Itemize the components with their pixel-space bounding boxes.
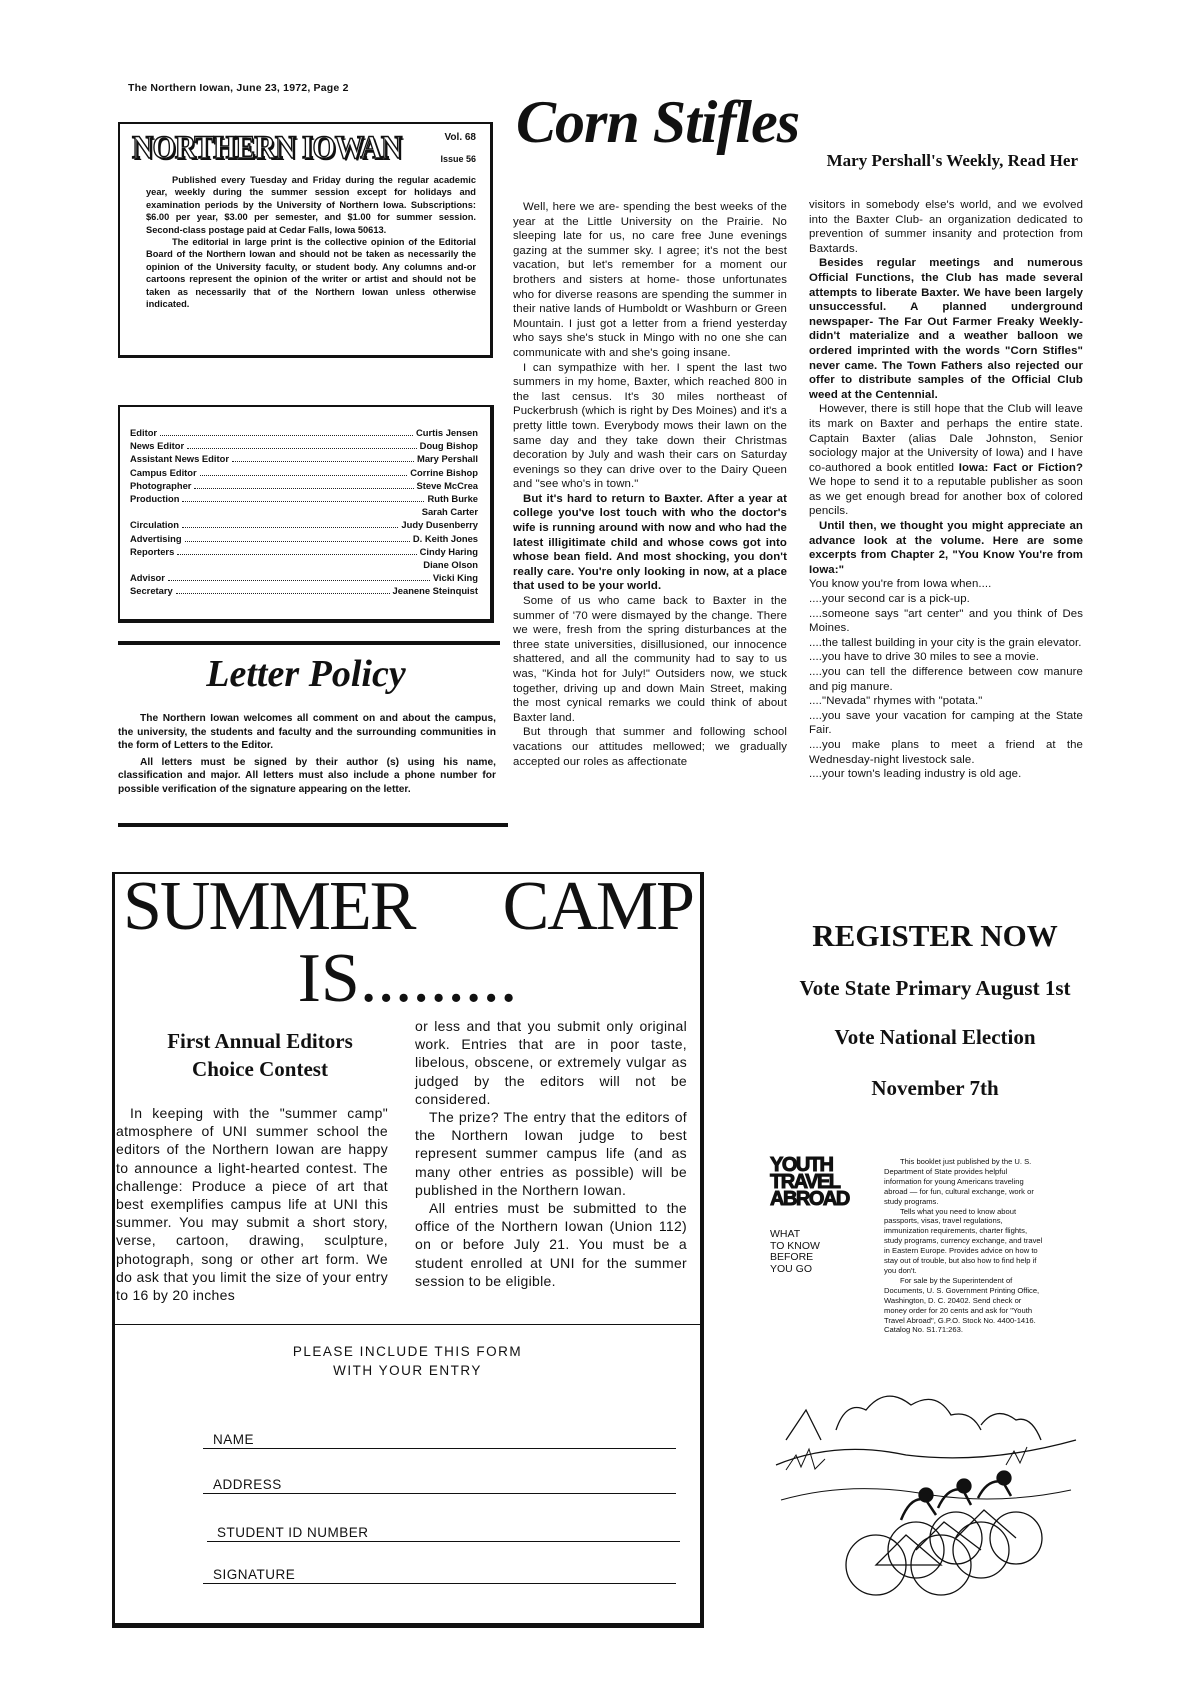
staff-name: Corrine Bishop: [410, 466, 478, 478]
letter-policy-title: Letter Policy: [206, 653, 406, 695]
form-heading: [115, 1342, 700, 1380]
ad-subtitle: [770, 1229, 820, 1275]
staff-name: D. Keith Jones: [412, 532, 478, 544]
staff-name: Diane Olson: [423, 558, 478, 570]
paragraph: But it's hard to return to Baxter. After a year at college you've lost touch with who the doctor's wife is running around with now and who had the latest illigitimate child and whose cows got into whose bean field. And most shocking, you don't really care. You're only looking in now, at a place that used to be your world.: [513, 492, 787, 593]
logo-line: ABROAD: [770, 1188, 849, 1210]
dot-leader: [182, 501, 424, 502]
column-title: Corn Stifles: [516, 89, 800, 155]
paragraph: or less and that you submit only original work. Entries that are in poor taste, libelous, obscene, or extremely vulgar as judged by the editors will not be considered.: [415, 1018, 687, 1107]
staff-name: Mary Pershall: [417, 453, 478, 465]
issue-number: Issue 56: [440, 154, 476, 164]
letter-policy-paragraph: The Northern Iowan welcomes all comment on and about the campus, the university, the students and faculty and the surrounding communities in the form of Letters to the Editor.: [118, 713, 496, 752]
register-line: Vote National Election: [834, 1025, 1036, 1049]
paragraph: [809, 402, 1083, 519]
staff-role: Advisor: [130, 572, 165, 584]
list-item: ....your town's leading industry is old age.: [809, 768, 1022, 781]
form-heading-line: PLEASE INCLUDE THIS FORM: [292, 1344, 523, 1359]
editorial-disclaimer: The editorial in large print is the collective opinion of the Editorial Board of the Northern Iowan and should not be taken as necessarily the opinion of the University faculty, or student body. Any columns and-or cartoons represent the opinion of the writer or artist and should not be taken as necessarily that of the Northern Iowan unless otherwise indicated.: [146, 237, 476, 310]
headline-word: CAMP: [502, 868, 693, 945]
publication-paragraph: Published every Tuesday and Friday during the regular academic year, weekly during the summer session except for holidays and examination periods by the University of Northern Iowa. Subscriptions: $6.00 per year, $3.00 per semester, and $1.00 for summer session. Second-class postage paid at Cedar Falls, Iowa 50613.: [146, 175, 476, 235]
paragraph: In keeping with the "summer camp" atmosphere of UNI summer school the editors of the Northern Iowan are happy to announce a light-hearted contest. The challenge: Produce a piece of art that best exemplifies campus life at UNI this summer. You may submit a short story, verse, cartoon, drawing, sculpture, photograph, song or other art form. We do ask that you limit the size of your entry to 16 by 20 inches: [116, 1105, 388, 1304]
staff-role: Assistant News Editor: [130, 453, 229, 465]
entry-form: [115, 1324, 700, 1623]
dot-leader: [232, 461, 414, 462]
text: We hope to send it to a reputable publisher as soon as we get enough bread for another box of colored pencils.: [809, 476, 1083, 518]
staff-row: [130, 519, 478, 532]
ad-paragraph: For sale by the Superintendent of Documents, U. S. Government Printing Office, Washington, D. C. 20402. Send check or money order for 20 cents and ask for "Youth Travel Abroad", G.P.O. Stock No. 4400-1416. Catalog No. S1.71:263.: [884, 1275, 1040, 1335]
staff-box: [118, 405, 494, 623]
dot-leader: [194, 488, 413, 489]
page-folio: The Northern Iowan, June 23, 1972, Page 2: [128, 82, 349, 94]
list-item: You know you're from Iowa when....: [809, 578, 992, 591]
student-id-field[interactable]: STUDENT ID NUMBER: [207, 1525, 680, 1542]
name-field[interactable]: NAME: [203, 1432, 676, 1449]
masthead-box: [118, 122, 493, 358]
list-item: ....you make plans to meet a friend at the Wednesday-night livestock sale.: [809, 738, 1083, 766]
paragraph: Well, here we are- spending the best weeks of the year at the Little University on the Prairie. No sleeping late for us, no care free June evenings gazing at the summer sky. I agree; it's not the best vacation, but let's remember for a moment our brothers and sisters at home- those unfortunates who for diverse reasons are spending the summer in their native lands of Humboldt or Washburn or Green Mountain. I just got a letter from a friend yesterday who says she's stuck in Mingo with no one she can communicate with and she's going insane.: [513, 201, 787, 359]
staff-row: [130, 585, 478, 598]
youth-travel-abroad-logo: [770, 1154, 849, 1210]
staff-name: Jeanene Steinquist: [392, 585, 478, 597]
dot-leader: [185, 541, 410, 542]
staff-row: [130, 480, 478, 493]
letter-policy-paragraph: All letters must be signed by their author (s) using his name, classification and major. All letters must also include a phone number for possible verification of the signature appearing on the letter.: [118, 756, 496, 795]
letter-policy-text: [118, 712, 496, 800]
column-subtitle: Mary Pershall's Weekly, Read Her: [826, 151, 1078, 170]
paragraph: But through that summer and following school vacations our attitudes mellowed; we gradually accepted our roles as affectionate: [513, 726, 787, 768]
staff-row: [130, 572, 478, 585]
subtitle-line: YOU GO: [770, 1262, 813, 1275]
paragraph: All entries must be submitted to the office of the Northern Iowan (Union 112) on or before July 21. You must be a student enrolled at UNI for the summer session to be eligible.: [415, 1200, 687, 1289]
staff-name: Doug Bishop: [419, 440, 478, 452]
form-heading-line: WITH YOUR ENTRY: [333, 1363, 482, 1378]
paragraph: Some of us who came back to Baxter in the summer of '70 were dismayed by the change. There we were, fresh from the spring disturbances at the three state universities, disillusioned, our innocence shattered, and all the community had to say to us was, "Kinda hot for July!" Outsiders now, we stuck together, driving up and down Main Street, making the most cynical remarks we could think of about Baxter land.: [513, 595, 787, 724]
staff-row: [130, 453, 478, 466]
logo-line: YOUTH: [770, 1154, 833, 1176]
staff-role: Campus Editor: [130, 466, 197, 478]
book-title: Iowa: Fact or Fiction?: [958, 461, 1084, 474]
volume-number: Vol. 68: [444, 132, 476, 143]
staff-role: Advertising: [130, 532, 182, 544]
headline-word: SUMMER: [123, 868, 415, 945]
ad-paragraph: Tells what you need to know about passports, visas, travel regulations, immunization requirements, charter flights, study programs, currency exchange, and travel in Eastern Europe. Provides advice on how to stay out of trouble, but also how to find help if you don't.: [884, 1206, 1043, 1275]
column-text-left: [513, 200, 787, 769]
staff-row: [130, 506, 478, 519]
register-title: REGISTER NOW: [812, 918, 1058, 953]
staff-role: Circulation: [130, 519, 179, 531]
list-item: ....you have to drive 30 miles to see a movie.: [809, 651, 1039, 664]
staff-name: Steve McCrea: [416, 479, 478, 491]
staff-role: Production: [130, 492, 180, 504]
logo-line: TRAVEL: [770, 1171, 840, 1193]
list-item: ....the tallest building in your city is the grain elevator.: [809, 636, 1082, 649]
iowa-list: [809, 577, 1083, 781]
ad-paragraph: This booklet just published by the U. S. Department of State provides helpful information for young Americans traveling abroad — for fun, cultural exchange, work or study programs.: [884, 1157, 1034, 1206]
staff-role: Photographer: [130, 479, 192, 491]
contest-text-left: [116, 1104, 388, 1304]
staff-row: [130, 467, 478, 480]
paragraph: The prize? The entry that the editors of the Northern Iowan judge to best represent summer campus life (and as many other entries as possible) will be published in the Northern Iowan.: [415, 1109, 687, 1198]
register-line: November 7th: [871, 1076, 999, 1100]
staff-name: Cindy Haring: [419, 545, 478, 557]
staff-name: Curtis Jensen: [416, 427, 478, 438]
staff-name: Ruth Burke: [427, 492, 478, 504]
staff-row: [130, 440, 478, 453]
list-item: ....you save your vacation for camping at the State Fair.: [809, 709, 1083, 737]
dot-leader: [177, 554, 416, 555]
column-text-right: [809, 198, 1083, 782]
dot-leader: [200, 475, 408, 476]
paragraph: I can sympathize with her. I spent the last two summers in my home, Baxter, which reached 800 in the last census. It's 30 miles northeast of Puckerbrush (which is right by Des Moines) and it's a pretty little town. Everybody mows their lawn on the same day and they take down their Christmas decoration by July and wash their cars on Saturday evenings so they can drive over to the Dairy Queen and "see who's in town.": [513, 361, 787, 491]
list-item: ....someone says "art center" and you think of Des Moines.: [809, 607, 1083, 635]
subtitle-line: WHAT: [770, 1228, 801, 1240]
staff-role: Reporters: [130, 545, 175, 557]
cyclists-illustration: [766, 1370, 1086, 1615]
list-item: ....you can tell the difference between cow manure and pig manure.: [809, 666, 1083, 693]
staff-row: [130, 546, 478, 559]
divider: [118, 823, 508, 827]
contest-text-right: [415, 1017, 687, 1290]
youth-travel-ad: [766, 1155, 1086, 1615]
camp-headline: [123, 868, 693, 945]
ad-text: [884, 1157, 1044, 1335]
text: However, there is still hope that the Club will leave its mark on Baxter and perhaps the entire state. Captain Baxter (alias Dale Johnston, Senior sociology major at the University of Iowa) and I have co-authored a book entitled: [809, 403, 1083, 474]
staff-role: News Editor: [130, 440, 185, 452]
staff-name: Vicki King: [432, 572, 478, 584]
list-item: ....your second car is a pick-up.: [809, 593, 970, 606]
dot-leader: [168, 580, 430, 581]
camp-headline-2: IS.........: [297, 940, 518, 1017]
staff-row: [130, 533, 478, 546]
newspaper-logo: NORTHERN IOWAN: [132, 130, 402, 166]
signature-field[interactable]: SIGNATURE: [203, 1567, 676, 1584]
staff-row: [130, 493, 478, 506]
paragraph: Until then, we thought you might appreciate an advance look at the volume. Here are some excerpts from Chapter 2, "You Know You're from Iowa:": [809, 520, 1083, 576]
publication-info: [146, 174, 476, 310]
dot-leader: [176, 593, 390, 594]
staff-row: [130, 559, 478, 572]
register-line: Vote State Primary August 1st: [799, 976, 1071, 1000]
contest-title: First Annual Editors Choice Contest: [167, 1029, 353, 1081]
dot-leader: [187, 448, 416, 449]
subtitle-line: TO KNOW: [770, 1239, 820, 1252]
staff-row: [130, 427, 478, 440]
staff-role: Editor: [130, 427, 158, 438]
summer-camp-box: [112, 868, 704, 1628]
subtitle-line: BEFORE: [770, 1251, 814, 1264]
paragraph: Besides regular meetings and numerous Official Functions, the Club has made several attempts to liberate Baxter. We have been largely unsuccessful. A planned underground newspaper- The Far Out Farmer Freaky Weekly- didn't materialize and a weather balloon we ordered imprinted with the words "Corn Stifles" never came. The Town Fathers also rejected our offer to distribute samples of the Official Club weed at the Centennial.: [809, 257, 1083, 401]
paragraph: visitors in somebody else's world, and we evolved into the Baxter Club- an organization dedicated to prevention of summer insanity and protection from Baxtards.: [809, 199, 1083, 255]
list-item: ...."Nevada" rhymes with "potata.": [809, 695, 983, 708]
dot-leader: [182, 527, 398, 528]
divider: [118, 641, 500, 645]
address-field[interactable]: ADDRESS: [203, 1477, 676, 1494]
staff-role: Secretary: [130, 585, 173, 597]
staff-name: Sarah Carter: [421, 506, 478, 518]
staff-name: Judy Dusenberry: [401, 519, 478, 531]
dot-leader: [160, 435, 413, 436]
